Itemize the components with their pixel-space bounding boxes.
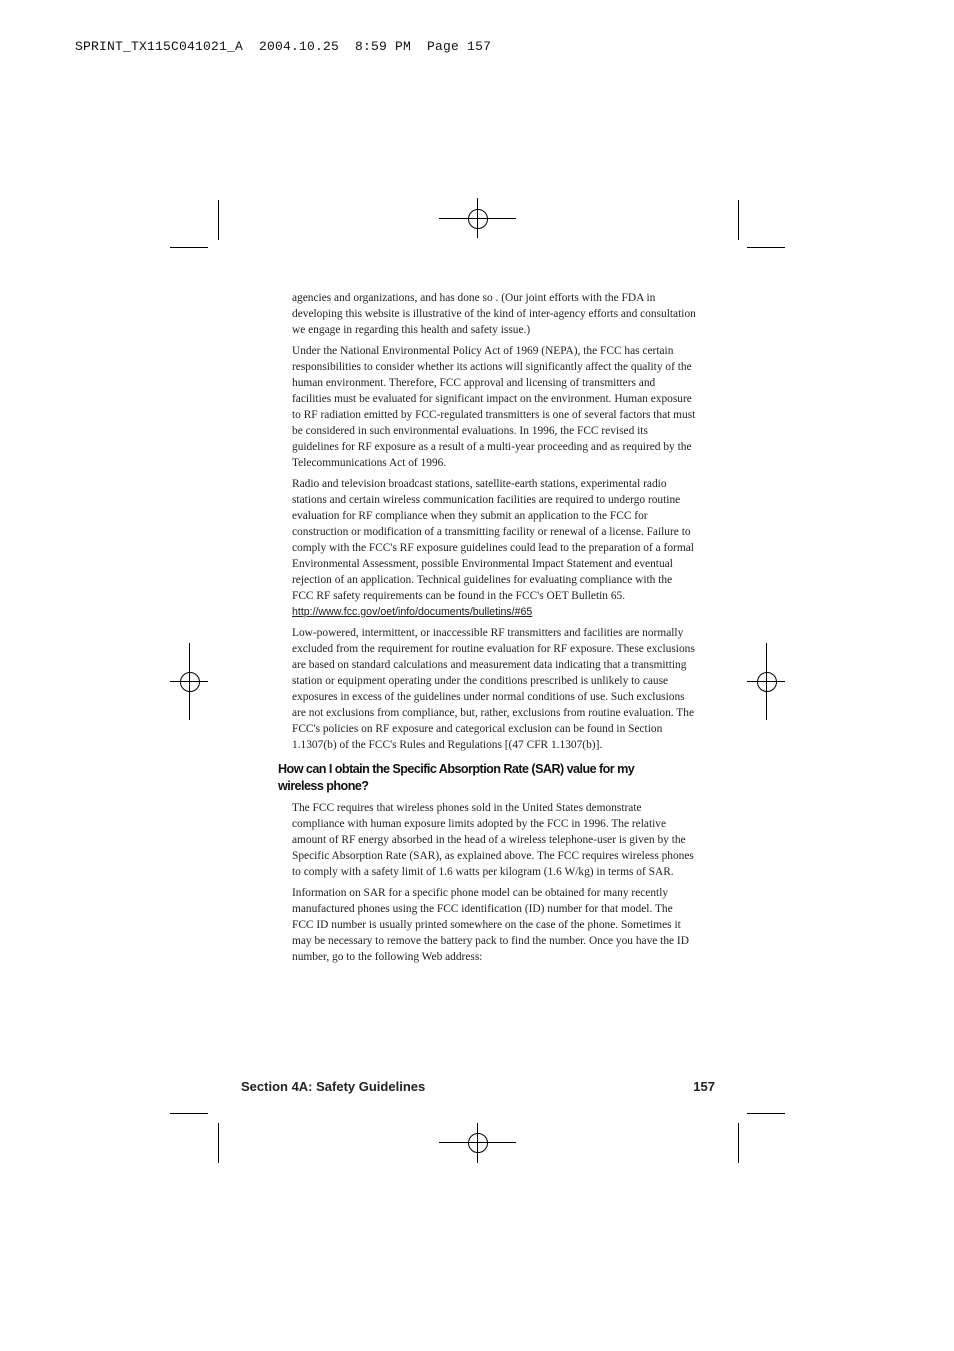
footer-section-title: Section 4A: Safety Guidelines (241, 1079, 426, 1094)
print-slug: SPRINT_TX115C041021_A 2004.10.25 8:59 PM Page 157 (75, 39, 492, 54)
bulletin-link[interactable]: http://www.fcc.gov/oet/info/documents/bulletins/#65 (292, 606, 533, 618)
paragraph: Information on SAR for a specific phone model can be obtained for many recently manufactured phones using the FCC identification (ID) number for that model. The FCC ID number is usually printed somewhere on the case of the phone. Sometimes it may be necessary to remove the battery pack to find the number. Once you have the ID number, go to the following Web address: (292, 887, 689, 963)
paragraph: Low-powered, intermittent, or inaccessible RF transmitters and facilities are normally excluded from the requirement for routine evaluation for RF exposure. These exclusions are based on standard calculations and measurement data indicating that a transmitting station or equipment operating under the conditions prescribed is unlikely to cause exposures in excess of the guidelines under normal conditions of use. Such exclusions are not exclusions from compliance, but, rather, exclusions from routine evaluation. The FCC's policies on RF exposure and categorical exclusion can be found in Section 1.1307(b) of the FCC's Rules and Regulations [(47 CFR 1.1307(b)]. (292, 627, 695, 751)
page-footer (241, 1079, 715, 1094)
paragraph: agencies and organizations, and has done so . (Our joint efforts with the FDA in developing this website is illustrative of the kind of inter-agency efforts and consultation we engage in regarding this health and safety issue.) (292, 292, 696, 336)
page-number: 157 (693, 1079, 715, 1094)
paragraph: The FCC requires that wireless phones sold in the United States demonstrate compliance with human exposure limits adopted by the FCC in 1996. The relative amount of RF energy absorbed in the head of a wireless telephone-user is given by the Specific Absorption Rate (SAR), as explained above. The FCC requires wireless phones to comply with a safety limit of 1.6 watts per kilogram (1.6 W/kg) in terms of SAR. (292, 802, 694, 878)
paragraph: Under the National Environmental Policy Act of 1969 (NEPA), the FCC has certain responsibilities to consider whether its actions will significantly affect the quality of the human environment. Therefore, FCC approval and licensing of transmitters and facilities must be evaluated for significant impact on the environment. Human exposure to RF radiation emitted by FCC-regulated transmitters is one of several factors that must be considered in such environmental evaluations. In 1996, the FCC revised its guidelines for RF exposure as a result of a multi-year proceeding and as required by the Telecommunications Act of 1996. (292, 345, 696, 469)
section-heading: How can I obtain the Specific Absorption Rate (SAR) value for my wireless phone? (278, 762, 635, 793)
paragraph: Radio and television broadcast stations, satellite-earth stations, experimental radio stations and certain wireless communication facilities are required to undergo routine evaluation for RF compliance when they submit an application to the FCC for construction or modification of a transmitting facility or renewal of a license. Failure to comply with the FCC's RF exposure guidelines could lead to the preparation of a formal Environmental Assessment, possible Environmental Impact Statement and eventual rejection of an application. Technical guidelines for evaluating compliance with the FCC RF safety requirements can be found in the FCC's OET Bulletin 65. (292, 478, 694, 602)
body-text (278, 290, 696, 970)
